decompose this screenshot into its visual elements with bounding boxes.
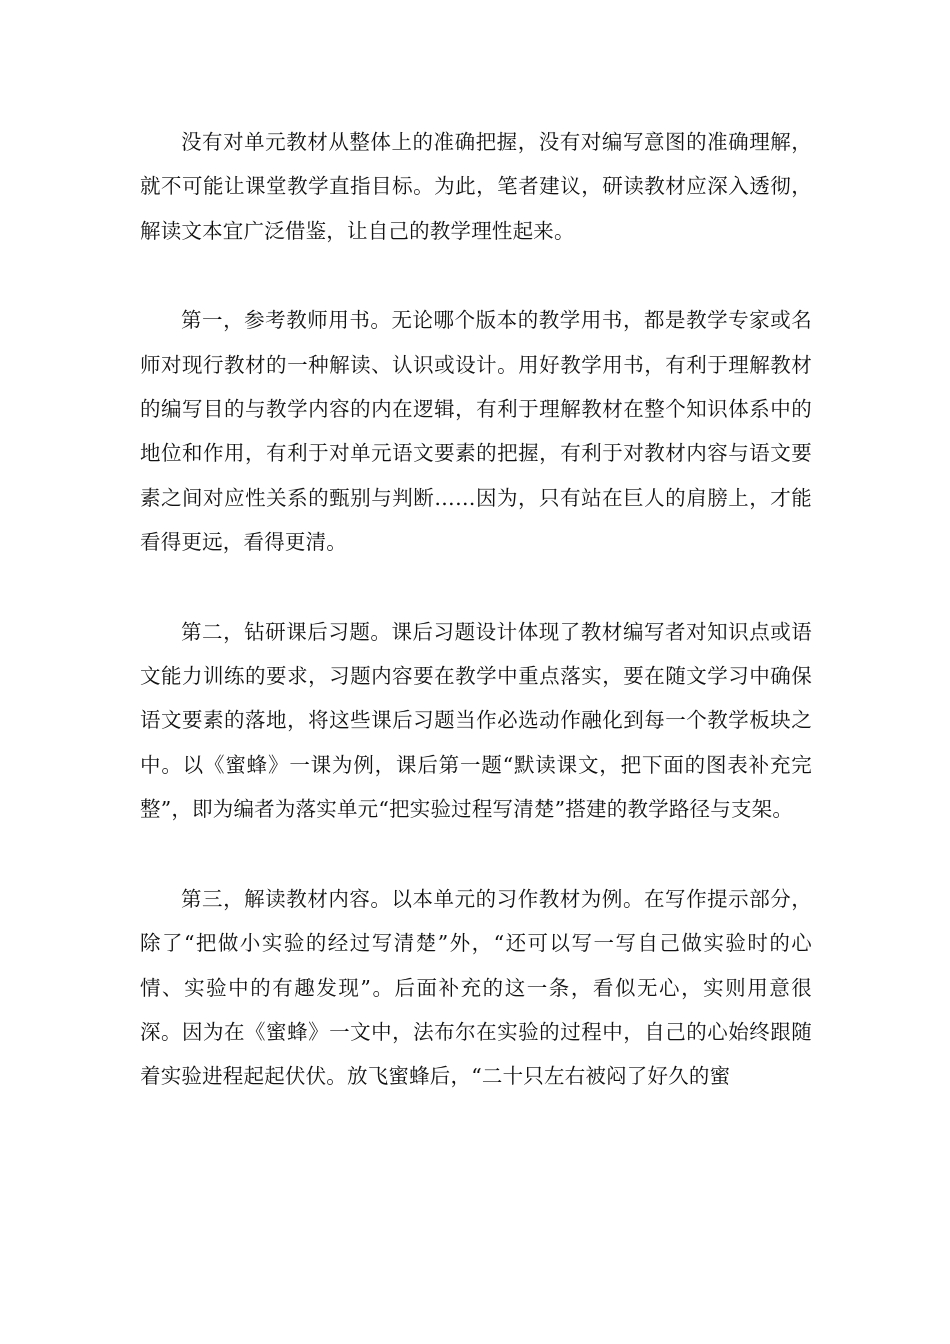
document-body xyxy=(140,120,812,1144)
paragraph-second-point: 第二，钻研课后习题。课后习题设计体现了教材编写者对知识点或语文能力训练的要求，习题内容要在教学中重点落实，要在随文学习中确保语文要素的落地，将这些课后习题当作必选动作融化到每一个教学板块之中。以《蜜蜂》一课为例，课后第一题“默读课文，把下面的图表补充完整”，即为编者为落实单元“把实验过程写清楚”搭建的教学路径与支架。 xyxy=(140,619,812,822)
paragraph-third-point: 第三，解读教材内容。以本单元的习作教材为例。在写作提示部分，除了“把做小实验的经过写清楚”外，“还可以写一写自己做实验时的心情、实验中的有趣发现”。后面补充的这一条，看似无心，实则用意很深。因为在《蜜蜂》一文中，法布尔在实验的过程中，自己的心始终跟随着实验进程起起伏伏。放飞蜜蜂后，“二十只左右被闷了好久的蜜 xyxy=(140,886,812,1089)
paragraph-first-point: 第一，参考教师用书。无论哪个版本的教学用书，都是教学专家或名师对现行教材的一种解读、认识或设计。用好教学用书，有利于理解教材的编写目的与教学内容的内在逻辑，有利于理解教材在整个知识体系中的地位和作用，有利于对单元语文要素的把握，有利于对教材内容与语文要素之间对应性关系的甄别与判断……因为，只有站在巨人的肩膀上，才能看得更远，看得更清。 xyxy=(140,308,812,555)
paragraph-intro: 没有对单元教材从整体上的准确把握，没有对编写意图的准确理解，就不可能让课堂教学直指目标。为此，笔者建议，研读教材应深入透彻，解读文本宜广泛借鉴，让自己的教学理性起来。 xyxy=(140,130,812,243)
